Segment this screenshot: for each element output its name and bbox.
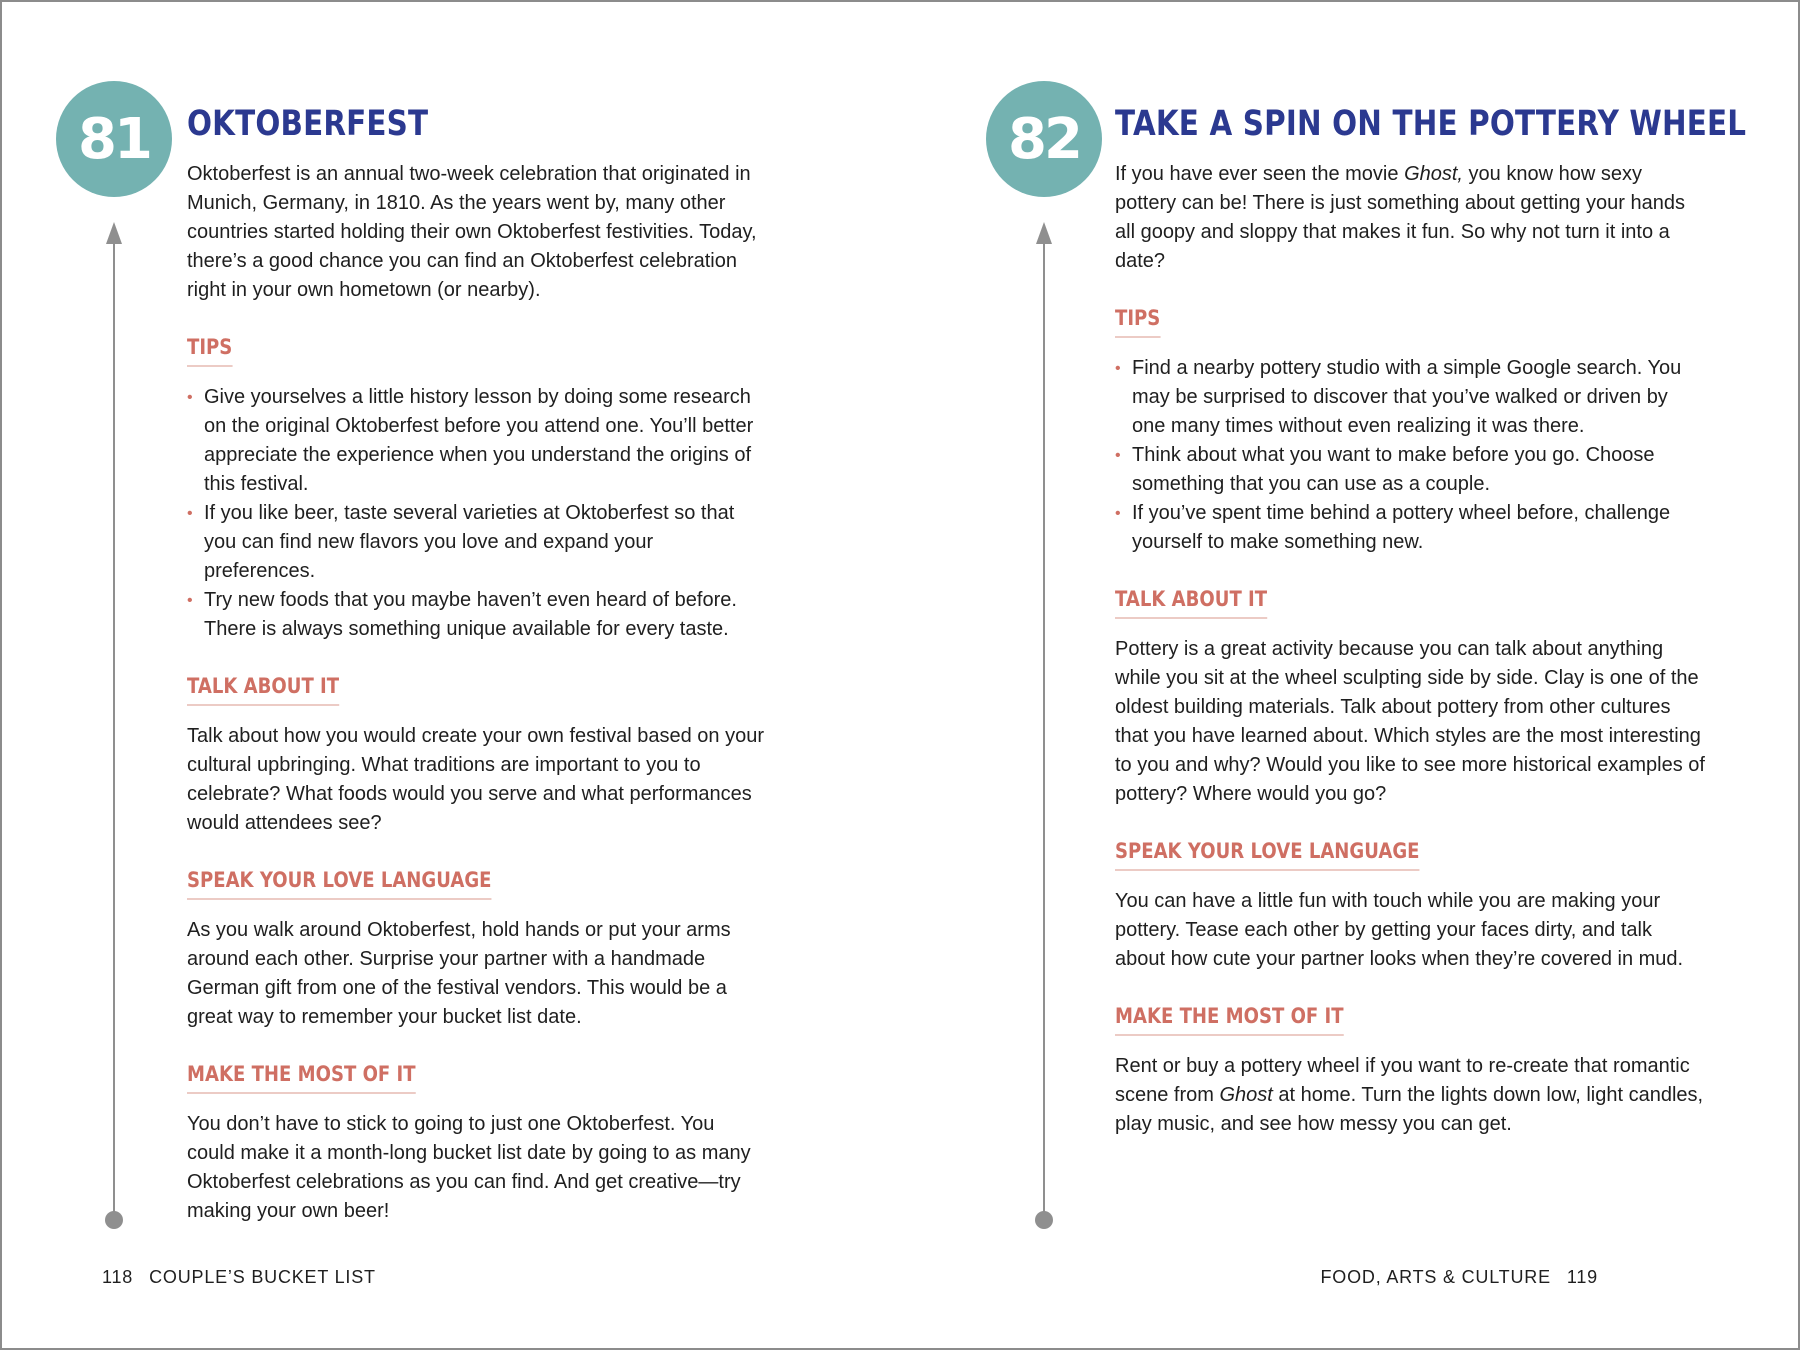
running-title: FOOD, ARTS & CULTURE (1320, 1267, 1551, 1287)
right-article (1115, 104, 1747, 1139)
bullet-icon: • (1115, 505, 1121, 522)
bullet-icon: • (187, 389, 193, 406)
tips-list (187, 383, 767, 644)
tips-heading: TIPS (187, 335, 232, 367)
talk-about-it-text: Pottery is a great activity because you can talk about anything while you sit at the wheel sculpting side by side. Clay is one of the oldest building materials. Talk about pottery from other cultures that you have learned about. Which styles are the most interesting to you and why? Would you like to see more historical examples of pottery? Where would you go? (1115, 638, 1705, 805)
article-title: OKTOBERFEST (187, 104, 429, 144)
love-language-text: As you walk around Oktoberfest, hold hands or put your arms around each other. Surprise your partner with a handmade German gift from one of the festival vendors. This would be a great way to remember your bucket list date. (187, 919, 731, 1028)
left-footer (102, 1267, 376, 1288)
list-item: • If you’ve spent time behind a pottery wheel before, challenge yourself to make something new. (1115, 499, 1705, 557)
make-the-most-heading: MAKE THE MOST OF IT (187, 1062, 416, 1094)
tips-heading: TIPS (1115, 306, 1160, 338)
movie-title: Ghost, (1404, 163, 1463, 185)
timeline-end-dot (105, 1211, 123, 1229)
article-intro: If you have ever seen the movie Ghost, you know how sexy pottery can be! There is just something about getting your hands all goopy and sloppy that makes it fun. So why not turn it into a date? (1115, 163, 1685, 272)
entry-number: 81 (78, 106, 150, 172)
article-intro: Oktoberfest is an annual two-week celebration that originated in Munich, Germany, in 1810. As the years went by, many other countries started holding their own Oktoberfest festivities. Today, there’s a good chance you can find an Oktoberfest celebration right in your own hometown (or nearby). (187, 163, 757, 301)
entry-number-badge (56, 81, 172, 197)
bullet-icon: • (187, 505, 193, 522)
article-title: TAKE A SPIN ON THE POTTERY WHEEL (1115, 104, 1747, 144)
page-number: 119 (1566, 1267, 1598, 1287)
talk-about-it-heading: TALK ABOUT IT (187, 674, 339, 706)
love-language-text: You can have a little fun with touch while you are making your pottery. Tease each other by getting your faces dirty, and talk about how cute your partner looks when they’re covered in mud. (1115, 890, 1684, 970)
right-page (900, 0, 1800, 1350)
list-item: • Find a nearby pottery studio with a simple Google search. You may be surprised to discover that you’ve walked or driven by one many times without even realizing it was there. (1115, 354, 1705, 441)
entry-number-badge (986, 81, 1102, 197)
talk-about-it-text: Talk about how you would create your own festival based on your cultural upbringing. What traditions are important to you to celebrate? What foods would you serve and what performances would attendees see? (187, 725, 765, 834)
tips-list (1115, 354, 1705, 557)
timeline-line (113, 240, 115, 1218)
love-language-heading: SPEAK YOUR LOVE LANGUAGE (187, 868, 491, 900)
right-footer (1321, 1267, 1598, 1288)
list-item: • If you like beer, taste several varieties at Oktoberfest so that you can find new flavors you love and expand your preferences. (187, 499, 767, 586)
make-the-most-text: Rent or buy a pottery wheel if you want to re-create that romantic scene from Ghost at home. Turn the lights down low, light candles, play music, and see how messy you can get. (1115, 1055, 1704, 1135)
make-the-most-text: You don’t have to stick to going to just one Oktoberfest. You could make it a month-long bucket list date by going to as many Oktoberfest celebrations as you can find. And get creative—try making your own beer! (187, 1113, 751, 1222)
timeline-end-dot (1035, 1211, 1053, 1229)
make-the-most-heading: MAKE THE MOST OF IT (1115, 1004, 1344, 1036)
entry-number: 82 (1008, 106, 1080, 172)
list-item: • Try new foods that you maybe haven’t even heard of before. There is always something unique available for every taste. (187, 586, 767, 644)
movie-title: Ghost (1219, 1084, 1273, 1106)
talk-about-it-heading: TALK ABOUT IT (1115, 587, 1267, 619)
running-title: COUPLE’S BUCKET LIST (149, 1267, 376, 1287)
timeline-line (1043, 240, 1045, 1218)
list-item: • Give yourselves a little history lesson by doing some research on the original Oktoberfest before you attend one. You’ll better appreciate the experience when you understand the origins of this festival. (187, 383, 767, 499)
love-language-heading: SPEAK YOUR LOVE LANGUAGE (1115, 839, 1419, 871)
list-item: • Think about what you want to make before you go. Choose something that you can use as a couple. (1115, 441, 1705, 499)
page-number: 118 (102, 1267, 134, 1287)
bullet-icon: • (187, 592, 193, 609)
bullet-icon: • (1115, 447, 1121, 464)
left-article (187, 104, 767, 1226)
bullet-icon: • (1115, 360, 1121, 377)
